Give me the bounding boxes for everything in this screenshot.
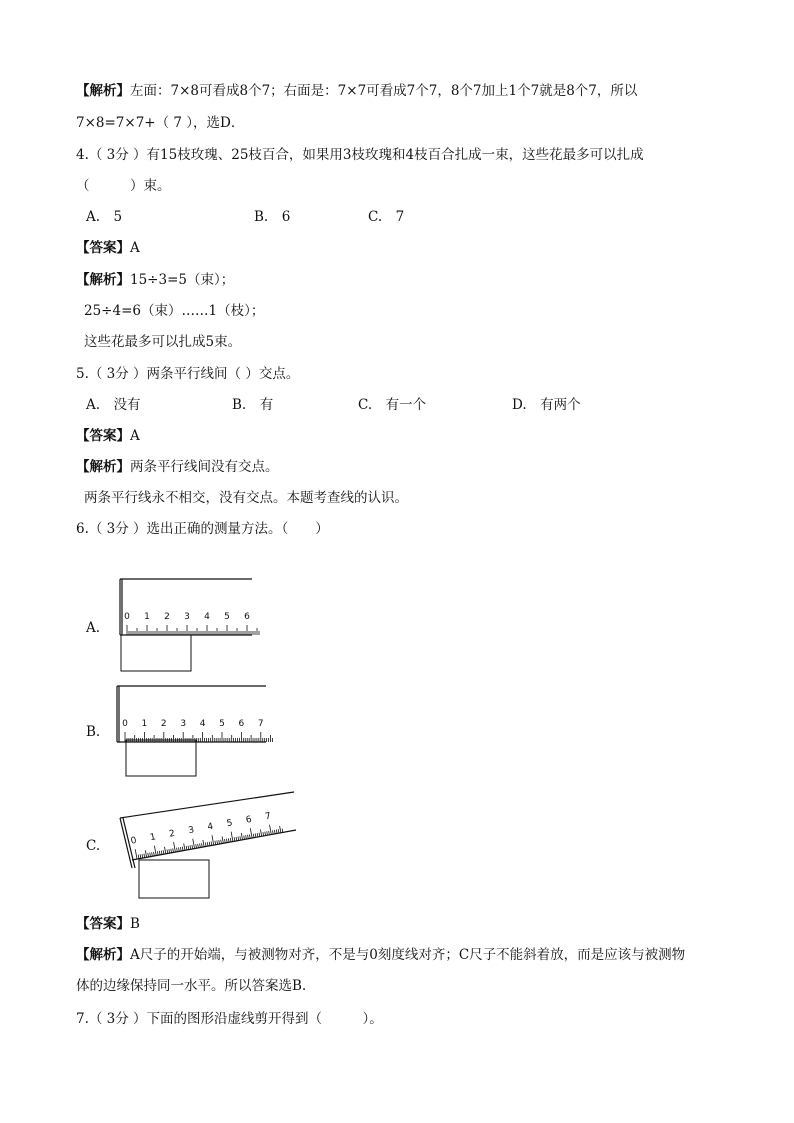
ruler-number-2: 2 bbox=[168, 828, 176, 840]
measured-object-a bbox=[121, 635, 191, 671]
ruler-number-0: 0 bbox=[130, 835, 138, 847]
q4-option-b: B. 6 bbox=[254, 209, 291, 225]
analysis-text: A尺子的开始端，与被测物对齐，不是与0刻度线对齐；C尺子不能斜着放，而是应该与被测物 bbox=[130, 947, 686, 963]
ruler-number-1: 1 bbox=[141, 719, 148, 729]
ruler-tick bbox=[244, 836, 245, 840]
q4-option-c: C. 7 bbox=[368, 209, 405, 225]
ruler-tick bbox=[186, 846, 187, 850]
ruler-tick bbox=[182, 847, 183, 851]
ruler-number-0: 0 bbox=[122, 719, 128, 729]
ruler-number-6: 6 bbox=[238, 719, 245, 729]
ruler-tick bbox=[274, 830, 275, 834]
ruler-tick bbox=[265, 832, 266, 836]
ruler-tick bbox=[135, 849, 137, 859]
ruler-tick bbox=[209, 842, 210, 846]
q6-analysis-line2: 体的边缘保持同一水平。所以答案选B. bbox=[76, 978, 307, 994]
ruler-tick bbox=[144, 854, 145, 858]
ruler-number-3: 3 bbox=[180, 719, 187, 729]
ruler-figure-c bbox=[112, 790, 312, 902]
answer-tag: 【答案】 bbox=[76, 240, 130, 256]
ruler-tick bbox=[263, 832, 264, 836]
q6-label-b: B. bbox=[86, 724, 101, 740]
q3-analysis-line1 bbox=[76, 82, 637, 100]
ruler-number-5: 5 bbox=[225, 818, 234, 830]
ruler-tick bbox=[142, 854, 143, 858]
ruler-tick bbox=[272, 830, 273, 834]
ruler-tick bbox=[246, 835, 247, 839]
ruler-number-6: 6 bbox=[244, 612, 250, 622]
ruler-tick bbox=[196, 844, 197, 848]
ruler-tick bbox=[174, 842, 176, 852]
ruler-tick bbox=[221, 840, 222, 844]
analysis-tag: 【解析】 bbox=[76, 272, 130, 288]
q4-stem-line2: （ ）束。 bbox=[76, 178, 171, 194]
ruler-tick bbox=[282, 829, 283, 833]
ruler-number-5: 5 bbox=[224, 612, 230, 622]
analysis-text: 15÷3=5（束）； bbox=[130, 272, 235, 288]
ruler-tick bbox=[269, 831, 270, 835]
q6-label-a: A. bbox=[86, 620, 101, 636]
ruler-number-4: 4 bbox=[204, 612, 210, 622]
q4-option-a: A. 5 bbox=[86, 209, 123, 225]
ruler-tick bbox=[249, 834, 250, 838]
ruler-tick bbox=[238, 837, 239, 841]
ruler-tick bbox=[219, 840, 220, 844]
ruler-tick bbox=[171, 849, 172, 853]
ruler-tick bbox=[241, 833, 242, 840]
ruler-figure-a bbox=[112, 575, 292, 675]
ruler-tick bbox=[167, 849, 168, 853]
ruler-tick bbox=[157, 851, 158, 855]
ruler-number-1: 1 bbox=[149, 832, 157, 844]
ruler-tick bbox=[169, 849, 170, 853]
ruler-tick bbox=[267, 831, 268, 835]
ruler-tick bbox=[190, 845, 191, 849]
answer-tag: 【答案】 bbox=[76, 428, 130, 444]
ruler-tick bbox=[202, 843, 203, 847]
q4-analysis-line2: 25÷4=6（束）……1（枝）； bbox=[84, 303, 265, 319]
ruler-tick bbox=[270, 825, 272, 835]
ruler-tick bbox=[207, 842, 208, 846]
analysis-tag: 【解析】 bbox=[76, 947, 130, 963]
ruler-tick bbox=[260, 829, 261, 836]
ruler-number-7: 7 bbox=[257, 719, 264, 729]
ruler-tick bbox=[188, 846, 189, 850]
ruler-tick bbox=[250, 828, 252, 838]
measured-object-b bbox=[126, 740, 196, 776]
ruler-tick bbox=[236, 837, 237, 841]
ruler-number-4: 4 bbox=[199, 719, 206, 729]
q6-label-c: C. bbox=[86, 838, 101, 854]
ruler-tick bbox=[173, 848, 174, 852]
q6-stem: 6.（ 3分 ）选出正确的测量方法。（ ） bbox=[76, 521, 329, 537]
ruler-number-3: 3 bbox=[187, 825, 196, 837]
ruler-tick bbox=[240, 836, 241, 840]
answer-value: A bbox=[130, 240, 140, 256]
q4-stem-line1: 4.（ 3分 ）有15枝玫瑰、25枝百合，如果用3枝玫瑰和4枝百合扎成一束，这些花最多可以扎成 bbox=[76, 147, 644, 163]
ruler-tick bbox=[226, 839, 227, 843]
ruler-tick bbox=[198, 844, 199, 848]
ruler-tick bbox=[138, 855, 139, 859]
answer-value: A bbox=[130, 428, 140, 444]
q6-analysis-line1 bbox=[76, 946, 685, 964]
ruler-tick bbox=[205, 842, 206, 846]
ruler-tick bbox=[159, 851, 160, 855]
ruler-number-2: 2 bbox=[160, 719, 167, 729]
ruler-tick bbox=[184, 843, 185, 850]
ruler-tick bbox=[225, 839, 226, 843]
ruler-tick bbox=[259, 833, 260, 837]
q5-option-c: C. 有一个 bbox=[358, 397, 427, 413]
analysis-text: 左面：7×8可看成8个7；右面是：7×7可看成7个7，8个7加上1个7就是8个7，所以 bbox=[130, 83, 638, 99]
q4-analysis-line1 bbox=[76, 271, 234, 289]
q5-analysis-line1 bbox=[76, 458, 279, 476]
ruler-tick bbox=[280, 826, 281, 833]
q3-analysis-line2: 7×8=7×7+（ 7 ），选D． bbox=[76, 115, 245, 131]
answer-tag: 【答案】 bbox=[76, 916, 130, 932]
ruler-tick bbox=[154, 846, 156, 856]
q5-option-a: A. 没有 bbox=[86, 397, 141, 413]
ruler-number-0: 0 bbox=[124, 612, 130, 622]
ruler-number-3: 3 bbox=[184, 612, 190, 622]
ruler-tick bbox=[217, 840, 218, 844]
ruler-tick bbox=[211, 841, 212, 845]
ruler-number-2: 2 bbox=[164, 612, 170, 622]
ruler-tick bbox=[255, 833, 256, 837]
ruler-tick bbox=[145, 850, 146, 857]
ruler-tick bbox=[154, 852, 155, 856]
ruler-tick bbox=[222, 836, 223, 843]
ruler-tick bbox=[231, 832, 233, 842]
ruler-tick bbox=[140, 854, 141, 858]
ruler-tick bbox=[215, 841, 216, 845]
q5-analysis-line2: 两条平行线永不相交，没有交点。本题考查线的认识。 bbox=[84, 490, 408, 506]
ruler-a-numbers bbox=[124, 612, 250, 622]
ruler-tick bbox=[234, 837, 235, 841]
ruler-tick bbox=[212, 835, 214, 845]
ruler-tick bbox=[180, 847, 181, 851]
ruler-tick bbox=[253, 834, 254, 838]
q5-stem: 5.（ 3分 ）两条平行线间（ ）交点。 bbox=[76, 366, 300, 382]
ruler-number-4: 4 bbox=[206, 821, 215, 833]
q5-option-d: D. 有两个 bbox=[512, 397, 581, 413]
ruler-tick bbox=[228, 838, 229, 842]
q4-analysis-line3: 这些花最多可以扎成5束。 bbox=[84, 334, 242, 350]
ruler-number-1: 1 bbox=[144, 612, 150, 622]
ruler-tick bbox=[178, 847, 179, 851]
ruler-a-ticks bbox=[127, 625, 259, 635]
ruler-tick bbox=[148, 853, 149, 857]
ruler-tick bbox=[203, 840, 204, 847]
ruler-number-7: 7 bbox=[264, 811, 272, 823]
ruler-tick bbox=[200, 844, 201, 848]
ruler-tick bbox=[276, 830, 277, 834]
ruler-tick bbox=[165, 847, 166, 854]
ruler-b-numbers bbox=[122, 719, 264, 729]
ruler-tick bbox=[161, 851, 162, 855]
q6-answer bbox=[76, 915, 140, 933]
measured-object-c bbox=[139, 860, 209, 898]
ruler-tick bbox=[278, 829, 279, 833]
ruler-tick bbox=[248, 835, 249, 839]
ruler-tick bbox=[257, 833, 258, 837]
ruler-number-6: 6 bbox=[245, 814, 253, 826]
ruler-a-body bbox=[120, 579, 252, 635]
ruler-b-body bbox=[117, 686, 266, 742]
ruler-figure-b bbox=[112, 682, 292, 782]
ruler-number-5: 5 bbox=[219, 719, 225, 729]
ruler-tick bbox=[192, 845, 193, 849]
analysis-text: 两条平行线间没有交点。 bbox=[130, 459, 279, 475]
ruler-tick bbox=[230, 838, 231, 842]
ruler-tick bbox=[150, 853, 151, 857]
q4-answer bbox=[76, 239, 140, 257]
q5-answer bbox=[76, 427, 140, 445]
analysis-tag: 【解析】 bbox=[76, 459, 130, 475]
answer-value: B bbox=[130, 916, 140, 932]
ruler-tick bbox=[193, 839, 195, 849]
q5-option-b: B. 有 bbox=[232, 397, 274, 413]
ruler-tick bbox=[177, 848, 178, 852]
q7-stem: 7.（ 3分 ）下面的图形沿虚线剪开得到（ ）。 bbox=[76, 1011, 383, 1027]
ruler-tick bbox=[152, 852, 153, 856]
ruler-tick bbox=[163, 850, 164, 854]
analysis-tag: 【解析】 bbox=[76, 83, 130, 99]
